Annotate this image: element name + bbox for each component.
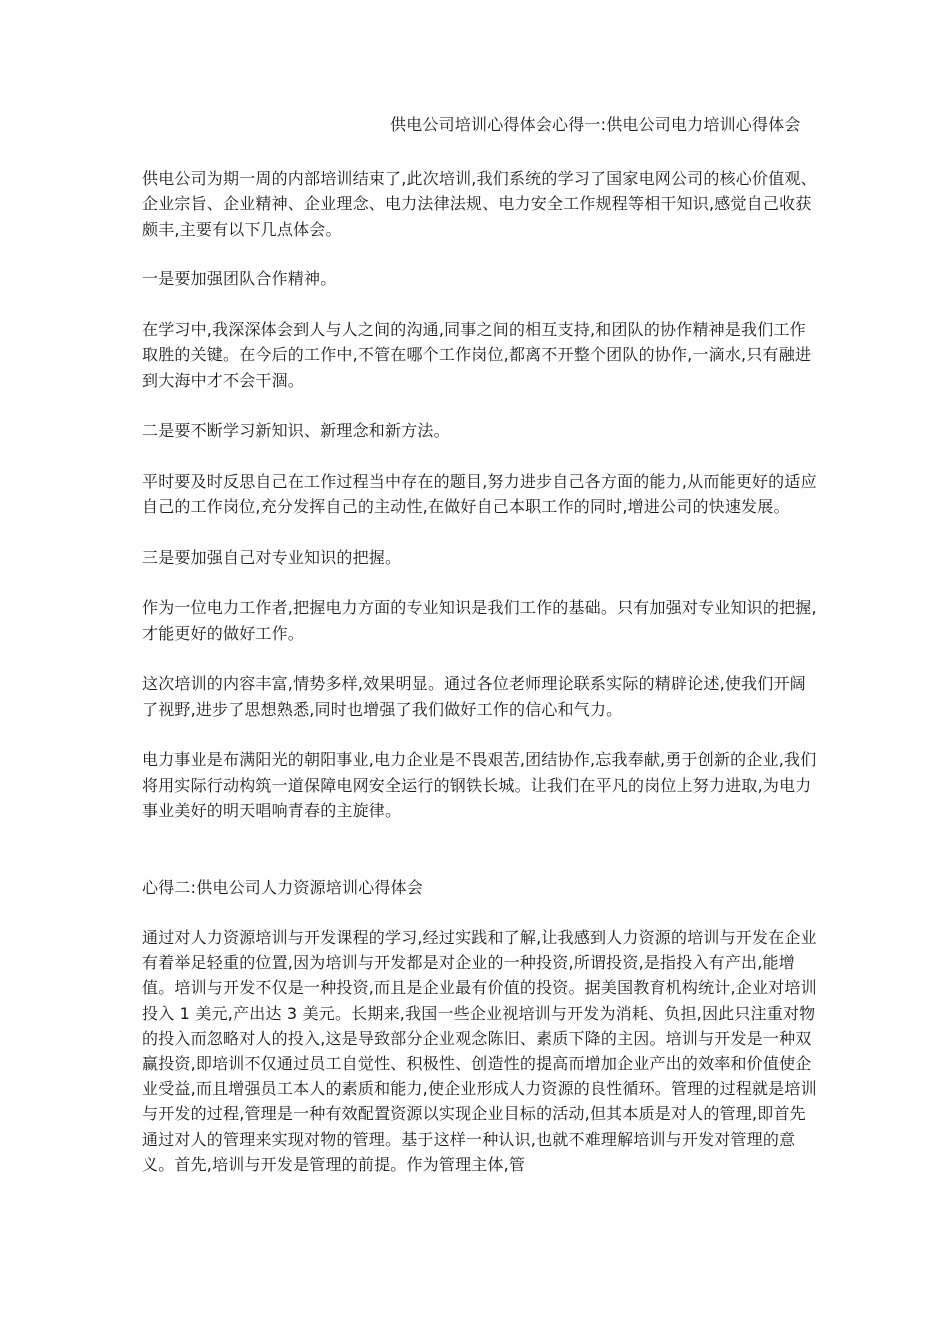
section-spacer: [142, 849, 822, 875]
paragraph-point-2: 二是要不断学习新知识、新理念和新方法。: [142, 421, 450, 440]
document-title: 供电公司培训心得体会心得一:供电公司电力培训心得体会: [390, 115, 801, 134]
section-2-body: 通过对人力资源培训与开发课程的学习,经过实践和了解,让我感到人力资源的培训与开发在企业有着举足轻重的位置,因为培训与开发都是对企业的一种投资,所谓投资,是指投入有产出,能增值。培训与开发不仅是一种投资,而且是企业最有价值的投资。据美国教育机构统计,企业对培训投入 1 美元,产出达 3 美元。长期来,我国一些企业视培训与开发为消耗、负担,因此只注重对物的投入而忽略对人的投入,这是导致部分企业观念陈旧、素质下降的主因。培训与开发是一种双赢投资,即培训不仅通过员工自觉性、积极性、创造性的提高而增加企业产出的效率和价值使企业受益,而且增强员工本人的素质和能力,使企业形成人力资源的良性循环。管理的过程就是培训与开发的过程,管理是一种有效配置资源以实现企业目标的活动,但其本质是对人的管理,即首先通过对人的管理来实现对物的管理。基于这样一种认识,也就不难理解培训与开发对管理的意义。首先,培训与开发是管理的前提。作为管理主体,管: [142, 928, 817, 1174]
paragraph-point-1-body: 在学习中,我深深体会到人与人之间的沟通,同事之间的相互支持,和团队的协作精神是我们工作取胜的关键。在今后的工作中,不管在哪个工作岗位,都离不开整个团队的协作,一滴水,只有融进到大海中才不会干涸。: [142, 319, 812, 390]
paragraph-summary: 这次培训的内容丰富,情势多样,效果明显。通过各位老师理论联系实际的精辟论述,使我们开阔了视野,进步了思想熟悉,同时也增强了我们做好工作的信心和气力。: [142, 674, 806, 719]
paragraph-point-3: 三是要加强自己对专业知识的把握。: [142, 547, 402, 567]
paragraph-point-2-body: 平时要及时反思自己在工作过程当中存在的题目,努力进步自己各方面的能力,从而能更好的适应自己的工作岗位,充分发挥自己的主动性,在做好自己本职工作的同时,增进公司的快速发展。: [142, 471, 817, 516]
document-page: [142, 112, 822, 1202]
section-2-heading: 心得二:供电公司人力资源培训心得体会: [142, 877, 423, 897]
paragraph-closing: 电力事业是布满阳光的朝阳事业,电力企业是不畏艰苦,团结协作,忘我奉献,勇于创新的企业,我们将用实际行动构筑一道保障电网安全运行的钢铁长城。让我们在平凡的岗位上努力进取,为电力事业美好的明天唱响青春的主旋律。: [142, 750, 817, 820]
title-block: [142, 112, 822, 138]
paragraph-point-1: 一是要加强团队合作精神。: [142, 269, 337, 288]
paragraph-point-3-body: 作为一位电力工作者,把握电力方面的专业知识是我们工作的基础。只有加强对专业知识的把握,才能更好的做好工作。: [142, 598, 817, 643]
paragraph-intro: 供电公司为期一周的内部培训结束了,此次培训,我们系统的学习了国家电网公司的核心价值观、企业宗旨、企业精神、企业理念、电力法律法规、电力安全工作规程等相干知识,感觉自己收获颇丰,主要有以下几点体会。: [142, 168, 817, 239]
